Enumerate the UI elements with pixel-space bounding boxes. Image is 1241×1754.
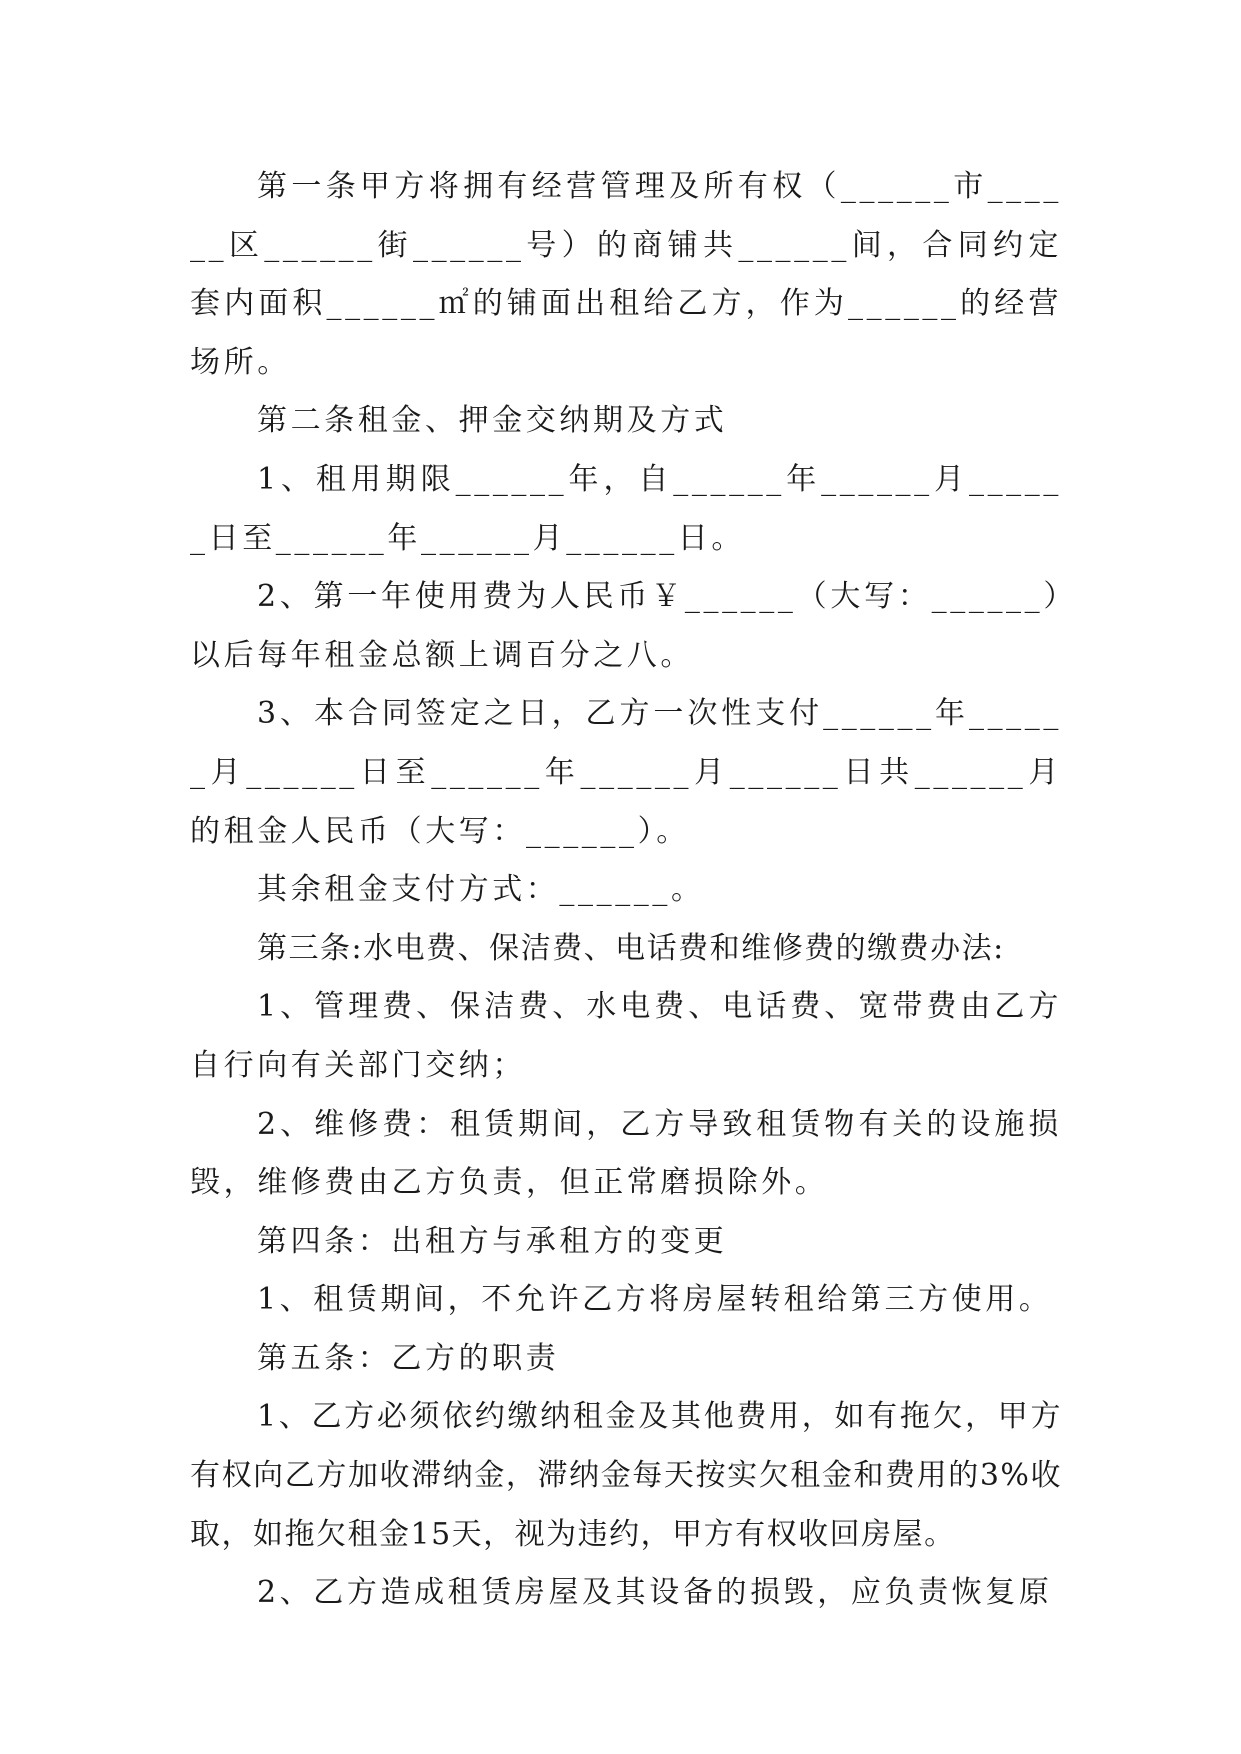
clause-5-item-1: 1、乙方必须依约缴纳租金及其他费用，如有拖欠，甲方有权向乙方加收滞纳金，滞纳金每天按实欠租金和费用的3%收取，如拖欠租金15天，视为违约，甲方有权收回房屋。 — [190, 1399, 1062, 1552]
clause-5-heading: 第五条：乙方的职责 — [257, 1340, 560, 1376]
clause-3-item-1: 1、管理费、保洁费、水电费、电话费、宽带费由乙方自行向有关部门交纳； — [190, 989, 1062, 1083]
clause-1-premises: 第一条甲方将拥有经营管理及所有权（______市______区______街______号）的商铺共______间，合同约定套内面积______㎡的铺面出租给乙方，作为______的经营场所。 — [190, 169, 1062, 380]
clause-2-item-1-term: 1、租用期限______年，自______年______月______日至______年______月______日。 — [190, 461, 1062, 556]
clause-4-heading: 第四条：出租方与承租方的变更 — [257, 1223, 728, 1259]
document-page — [190, 158, 1062, 1623]
clause-2-heading: 第二条租金、押金交纳期及方式 — [257, 403, 728, 439]
clause-2-item-3-payment: 3、本合同签定之日，乙方一次性支付______年______月______日至______年______月______日共______月的租金人民币（大写：______）。 — [190, 696, 1062, 849]
clause-3-item-2: 2、维修费：租赁期间，乙方导致租赁物有关的设施损毁，维修费由乙方负责，但正常磨损除外。 — [190, 1106, 1062, 1201]
clause-5-item-2: 2、乙方造成租赁房屋及其设备的损毁，应负责恢复原 — [257, 1575, 1053, 1611]
clause-2-item-2-fee: 2、第一年使用费为人民币￥______（大写：______）以后每年租金总额上调百分之八。 — [190, 579, 1062, 673]
clause-2-other-payment: 其余租金支付方式：______。 — [257, 872, 705, 908]
clause-4-item-1: 1、租赁期间，不允许乙方将房屋转租给第三方使用。 — [257, 1282, 1053, 1318]
clause-3-heading: 第三条:水电费、保洁费、电话费和维修费的缴费办法: — [257, 930, 1005, 966]
